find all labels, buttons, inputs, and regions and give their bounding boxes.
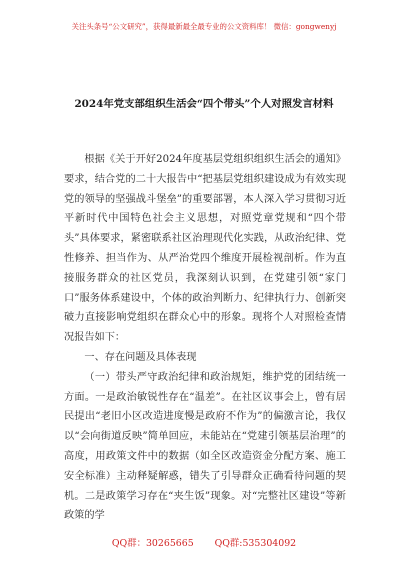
intro-paragraph: 根据《关于开好2024年度基层党组织组织生活会的通知》要求，结合党的二十大报告中“把基层党组织建设成为有效实现党的领导的坚强战斗堡垒”的重要部署，本人深入学习贯彻习近平新时代中国特色社会主义思想，对照党章党规和“四个带头”具体要求，紧密联系社区治理现代化实践，从政治纪律、党性修养、担当作为、从严治党四个维度开展检视剖析。作为直接服务群众的社区党员，我深刻认识到，在党建引领“家门口”服务体系建设中，个体的政治判断力、纪律执行力、创新突破力直接影响党组织在群众心中的形象。现将个人对照检查情况报告如下： [64,154,346,344]
qq-group-2: QQ群:535304092 [214,538,297,549]
promo-banner: 关注头条号“公文研究”，获得最新最全最专业的公文资料库！ 微信：gongwenyj [71,22,337,31]
section-heading: 一、存在问题及具体表现 [84,351,197,363]
footer-qq-groups [0,538,408,550]
section-paragraph: （一）带头严守政治纪律和政治规矩，维护党的团结统一方面。一是政治敏锐性存在“温差”。在社区议事会上，曾有居民提出“老旧小区改造进度慢是政府不作为”的偏激言论，我仅以“会向街道反映”简单回应，未能站在“党建引领基层治理”的高度，用政策文件中的数据（如全区改造资金分配方案、施工安全标准）主动释疑解惑，错失了引导群众正确看待问题的契机。二是政策学习存在“夹生饭”现象。对“完整社区建设”等新政策的学 [64,371,346,522]
document-body [64,150,346,526]
qq-group-1: QQ群：30265665 [111,538,194,549]
document-title: 2024年党支部组织生活会“四个带头”个人对照发言材料 [74,98,334,110]
